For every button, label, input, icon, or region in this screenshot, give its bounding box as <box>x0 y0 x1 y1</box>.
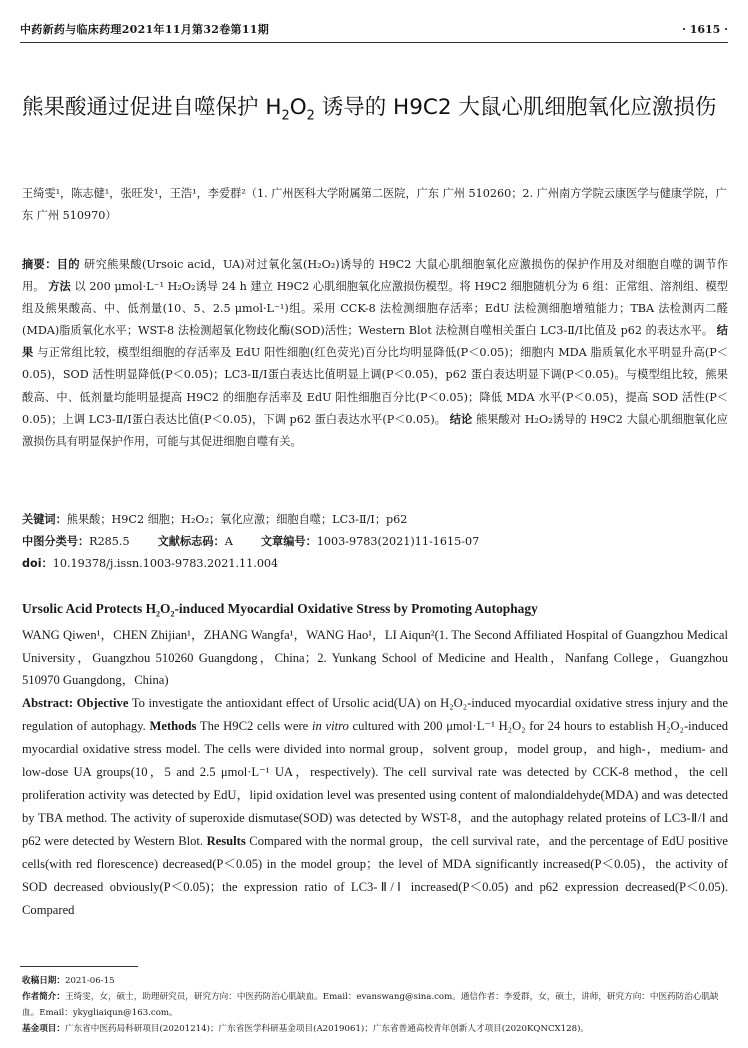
funding: 基金项目：广东省中医药局科研项目(20201214)；广东省医学科研基金项目(A2019061)；广东省普通高校青年创新人才项目(2020KQNCX128)。 <box>22 1024 590 1034</box>
in-vitro-term: in vitro <box>311 719 349 733</box>
objective-text: 研究熊果酸(Ursoic acid，UA)对过氧化氢(H₂O₂)诱导的 H9C2 大鼠心肌细胞氧化应激损伤的保护作用及对细胞自噬的调节作用。 <box>22 258 728 294</box>
article-title-en: Ursolic Acid Protects $H_2O_2$-induced Myocardial Oxidative Stress by Promoting Autophagy <box>22 601 538 619</box>
abstract-en-label: Abstract: <box>22 696 74 710</box>
running-header <box>20 20 728 38</box>
results-text: 与正常组比较，模型组细胞的存活率及 EdU 阳性细胞(红色荧光)百分比均明显降低(P＜0.05)；细胞内 MDA 脂质氧化水平明显升高(P＜0.05)，SOD 活性明显降低(P＜0.05)；LC3-Ⅱ/Ⅰ蛋白表达比值明显上调(P＜0.05)，p62 蛋白表达明显下调(P＜0.05)。与模型组比较，熊果酸高、中、低剂量均能明显提高 H9C2 的细胞存活率及 EdU 阳性细胞百分比(P＜0.05)；降低 MDA 水平(P＜0.05)，提高 SOD 活性(P＜0.05)；上调 LC3-Ⅱ/Ⅰ蛋白表达比值(P＜0.05)，下调 p62 蛋白表达水平(P＜0.05)。 <box>22 346 728 426</box>
journal-issue: 中药新药与临床药理2021年11月第32卷第11期 <box>20 23 270 36</box>
abstract-label: 摘要： <box>22 258 57 271</box>
footnote-divider <box>20 966 138 967</box>
conclusion-label: 结论 <box>449 412 473 426</box>
author-info: 作者简介：王绮雯，女，硕士，助理研究员，研究方向：中医药防治心肌缺血。Email：evanswang@sina.com。通信作者：李爱群，女，硕士，讲师，研究方向：中医药防治心肌缺血。Email：ykygliaiqun@163.com。 <box>22 992 719 1018</box>
abstract-cn <box>22 254 728 453</box>
objective-en-text: To investigate the antioxidant effect of Ursolic acid(UA) on H₂O₂-induced myocardial oxidative stress injury and the regulation of autophagy. <box>22 696 728 733</box>
keywords: 关键词：熊果酸；H9C2 细胞；H₂O₂；氧化应激；细胞自噬；LC3-Ⅱ/Ⅰ；p62 <box>22 513 408 526</box>
classification: 中图分类号：R285.5 文献标志码：A 文章编号：1003-9783(2021)11-1615-07 <box>22 535 480 548</box>
authors-en: WANG Qiwen¹，CHEN Zhijian¹，ZHANG Wangfa¹，WANG Hao¹，LI Aiqun²(1. The Second Affiliated Hospital of Guangzhou Medical University，Guangzhou 510260 Guangdong，China；2. Yunkang School of Medicine and Health，Nanfang College，Guangzhou 510970 Guangdong，China) <box>22 628 728 687</box>
conclusion-text: 熊果酸对 H₂O₂诱导的 H9C2 大鼠心肌细胞氧化应激损伤具有明显保护作用，可能与其促进细胞自噬有关。 <box>22 412 728 448</box>
methods-en-label: Methods <box>149 719 197 733</box>
page-number: · 1615 · <box>682 22 728 36</box>
article-metadata <box>22 509 728 575</box>
doi: doi：10.19378/j.issn.1003-9783.2021.11.004 <box>22 557 279 570</box>
results-en-label: Results <box>206 834 246 848</box>
abstract-en: Abstract: Objective To investigate the antioxidant effect of Ursolic acid(UA) on H₂O₂-induced myocardial oxidative stress injury and the regulation of autophagy. Methods The H9C2 cells were in vitro cultured with 200 μmol·L⁻¹ H₂O₂ for 24 hours to establish H₂O₂-induced myocardial oxidative stress model. The cells were divided into normal group，solvent group，model group，and high-，medium- and low-dose UA groups(10，5 and 2.5 μmol·L⁻¹ UA，respectively). The cell survival rate was detected by CCK-8 method，the cell proliferation activity was detected by EdU，lipid oxidation level was presented using content of malondialdehyde(MDA) and was detected by TBA method. The activity of superoxide dismutase(SOD) was detected by WST-8，and the autophagy related proteins of LC3-Ⅱ/Ⅰ and p62 were detected by Western Blot. Results Compared with the normal group，the cell survival rate，and the percentage of EdU positive cells(with red florescence) decreased(P＜0.05) in the model group；the level of MDA significantly increased(P＜0.05)，the activity of SOD decreased obviously(P＜0.05)；the expression ratio of LC3-Ⅱ/Ⅰ increased(P＜0.05) and p62 expression decreased(P＜0.05). Compared <box>22 696 729 917</box>
methods-en-text: cultured with 200 μmol·L⁻¹ H₂O₂ for 24 hours to establish H₂O₂-induced myocardial oxidative stress model. The cells were divided into normal group，solvent group，model group，and high-，medium- and low-dose UA groups(10，5 and 2.5 μmol·L⁻¹ UA，respectively). The cell survival rate was detected by CCK-8 method，the cell proliferation activity was detected by EdU，lipid oxidation level was presented using content of malondialdehyde(MDA) and was detected by TBA method. The activity of superoxide dismutase(SOD) was detected by WST-8，and the autophagy related proteins of LC3-Ⅱ/Ⅰ and p62 were detected by Western Blot. <box>22 719 729 848</box>
footnotes <box>22 973 728 1037</box>
methods-label: 方法 <box>48 280 71 294</box>
header-divider <box>20 42 728 43</box>
results-label: 结果 <box>22 324 728 360</box>
results-en-text: Compared with the normal group，the cell survival rate，and the percentage of EdU positive cells(with red florescence) decreased(P＜0.05) in the model group；the level of MDA significantly increased(P＜0.05)，the activity of SOD decreased obviously(P＜0.05)；the expression ratio of LC3-Ⅱ/Ⅰ increased(P＜0.05) and p62 expression decreased(P＜0.05). Compared <box>22 834 728 917</box>
authors-cn: 王绮雯¹，陈志健¹，张旺发¹，王浩¹，李爱群²（1. 广州医科大学附属第二医院，广东 广州 510260；2. 广州南方学院云康医学与健康学院，广东 广州 510970） <box>22 187 727 222</box>
objective-en-label: Objective <box>76 696 129 710</box>
received-date: 收稿日期：2021-06-15 <box>22 976 115 986</box>
article-title-cn: 熊果酸通过促进自噬保护 $H_2O_2$ 诱导的 H9C2 大鼠心肌细胞氧化应激损伤 <box>22 95 717 124</box>
methods-text: 以 200 μmol·L⁻¹ H₂O₂诱导 24 h 建立 H9C2 心肌细胞氧化应激损伤模型。将 H9C2 细胞随机分为 6 组：正常组、溶剂组、模型组及熊果酸高、中、低剂量(10、5、2.5 μmol·L⁻¹)组。采用 CCK-8 法检测细胞存活率；EdU 法检测细胞增殖能力；TBA 法检测丙二醛(MDA)脂质氧化水平；WST-8 法检测超氧化物歧化酶(SOD)活性；Western Blot 法检测自噬相关蛋白 LC3-Ⅱ/Ⅰ比值及 p62 的表达水平。 <box>22 280 728 338</box>
doi-link[interactable]: 10.19378/j.issn.1003-9783.2021.11.004 <box>52 557 279 570</box>
objective-label: 目的 <box>56 258 80 271</box>
